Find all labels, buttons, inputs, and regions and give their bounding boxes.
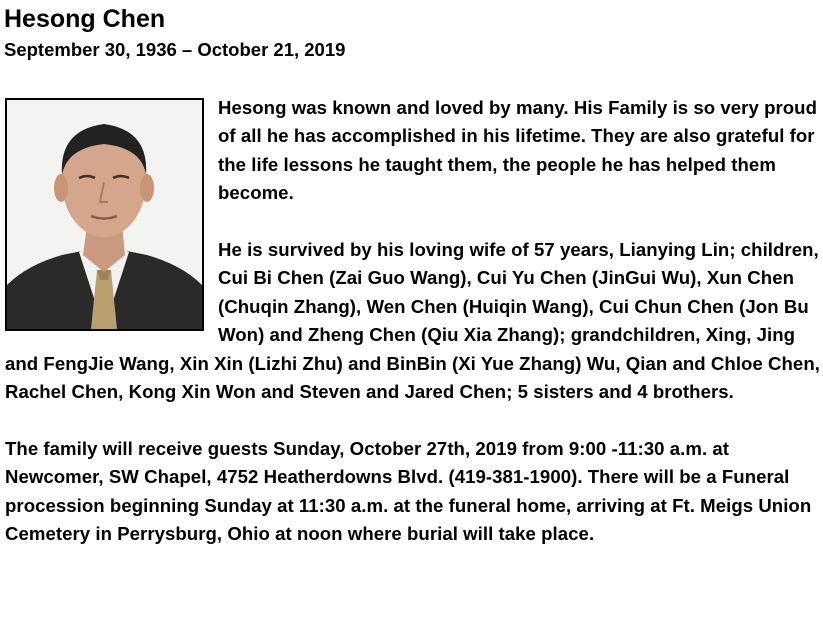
deceased-name: Hesong Chen	[4, 5, 166, 33]
portrait-photo-icon	[7, 100, 202, 329]
paragraph-tribute: Hesong was known and loved by many. His Family is so very proud of all he has accomplished in his lifetime. They are also grateful for the life lessons he taught them, the people he has helped them become.	[218, 97, 817, 204]
obituary-body	[5, 94, 820, 548]
paragraph-services: The family will receive guests Sunday, October 27th, 2019 from 9:00 -11:30 a.m. at Newcomer, SW Chapel, 4752 Heatherdowns Blvd. (419-381-1900). There will be a Funeral procession beginning Sunday at 11:30 a.m. at the funeral home, arriving at Ft. Meigs Union Cemetery in Perrysburg, Ohio at noon where burial will take place.	[5, 437, 812, 545]
portrait-photo	[5, 98, 204, 331]
life-dates: September 30, 1936 – October 21, 2019	[4, 39, 346, 60]
paragraph-survivors: He is survived by his loving wife of 57 years, Lianying Lin; children, Cui Bi Chen (Zai Guo Wang), Cui Yu Chen (JinGui Wu), Xun Chen (Chuqin Zhang), Wen Chen (Huiqin Wang), Cui Chun Chen (Jon Bu Won) and Zheng Chen (Qiu Xia Zhang); grandchildren, Xing, Jing and FengJie Wang, Xin Xin (Lizhi Zhu) and BinBin (Xi Yue Zhang) Wu, Qian and Chloe Chen, Rachel Chen, Kong Xin Won and Steven and Jared Chen; 5 sisters and 4 brothers.	[5, 239, 820, 403]
